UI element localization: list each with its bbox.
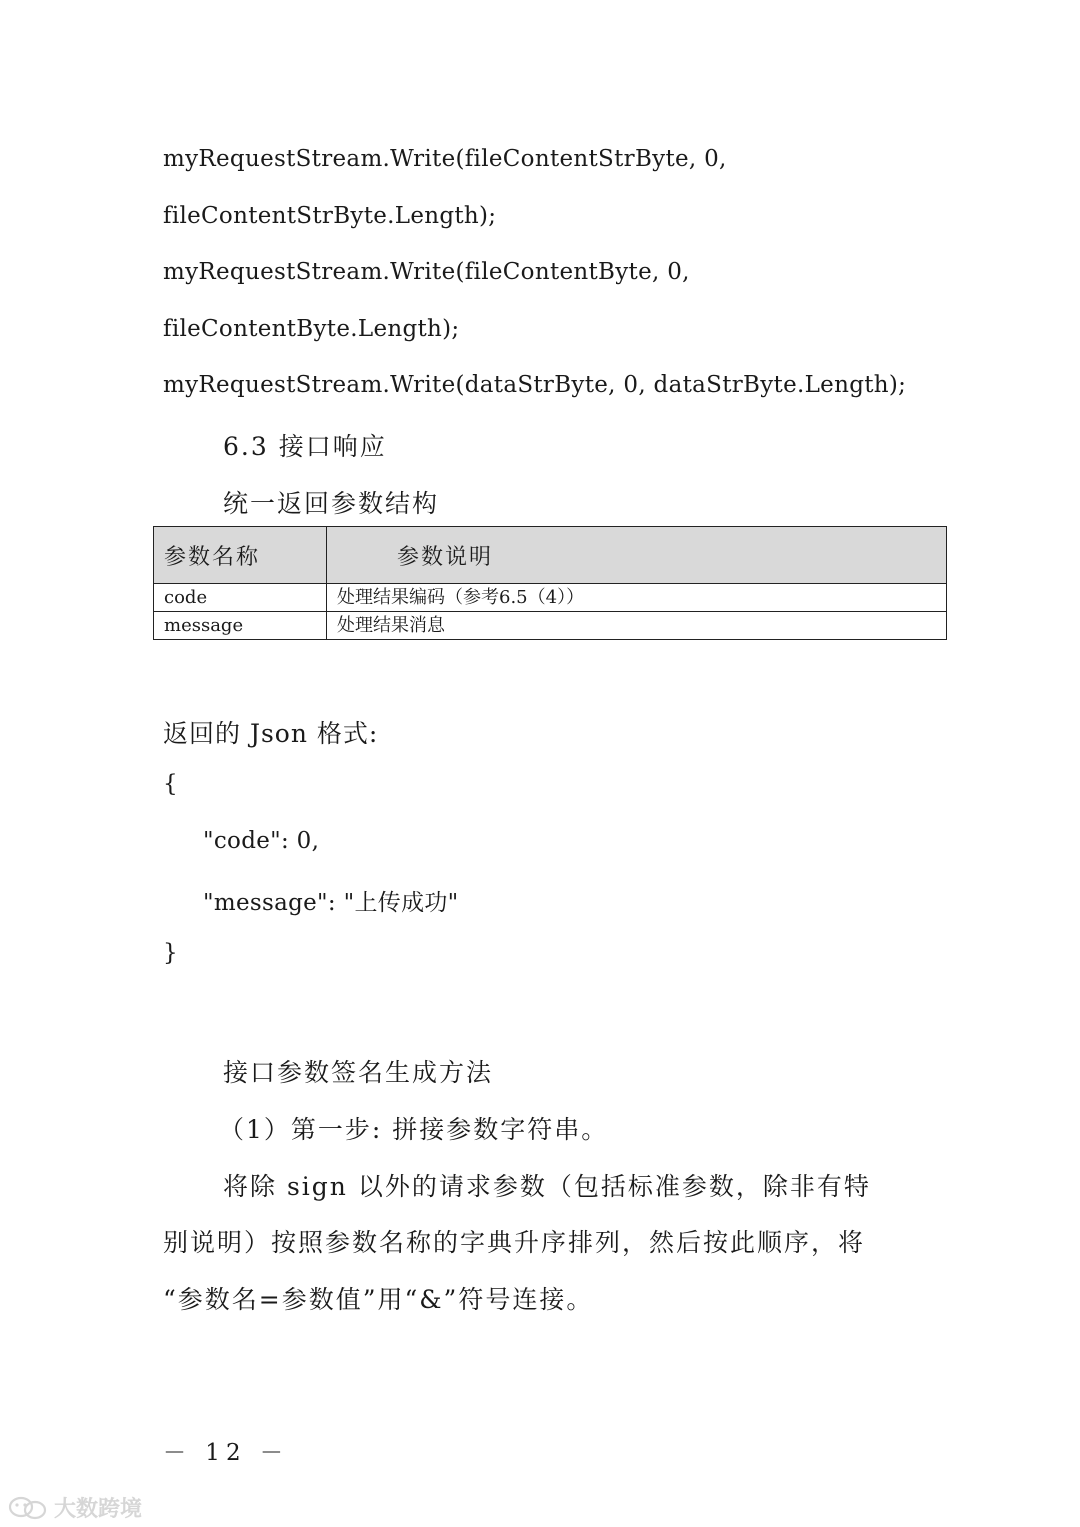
table-row (154, 612, 947, 640)
json-open-brace: { (163, 771, 178, 797)
param-desc-cell: 处理结果编码（参考6.5（4）） (327, 584, 947, 612)
param-desc-cell: 处理结果消息 (327, 612, 947, 640)
page-number: － 12 － (163, 1440, 289, 1466)
wechat-logo-icon (6, 1495, 50, 1521)
table-caption: 统一返回参数结构 (223, 489, 440, 518)
header-param-name: 参数名称 (154, 527, 327, 584)
step1-title: （1）第一步: 拼接参数字符串。 (219, 1115, 609, 1144)
signature-heading: 接口参数签名生成方法 (223, 1058, 494, 1087)
header-param-desc: 参数说明 (327, 527, 947, 584)
param-name-cell: message (154, 612, 327, 640)
code-line-3: myRequestStream.Write(fileContentByte, 0, (163, 259, 690, 285)
table-row (154, 584, 947, 612)
code-line-4: fileContentByte.Length); (163, 316, 460, 342)
params-table (153, 526, 947, 640)
json-intro: 返回的 Json 格式: (163, 719, 379, 748)
code-line-1: myRequestStream.Write(fileContentStrByte, 0, (163, 146, 727, 172)
json-message-line: "message": "上传成功" (203, 890, 459, 916)
step1-body-line-2: 别说明）按照参数名称的字典升序排列，然后按此顺序，将 (163, 1228, 866, 1257)
watermark-text: 大数跨境 (54, 1497, 143, 1522)
step1-body-line-1: 将除 sign 以外的请求参数（包括标准参数，除非有特 (223, 1172, 871, 1201)
param-name-cell: code (154, 584, 327, 612)
json-code-line: "code": 0, (203, 828, 320, 854)
code-line-2: fileContentStrByte.Length); (163, 203, 497, 229)
section-heading: 6.3 接口响应 (223, 432, 387, 461)
table-header-row (154, 527, 947, 584)
json-close-brace: } (163, 940, 178, 966)
watermark (6, 1492, 142, 1523)
step1-body-line-3: “参数名=参数值”用“&”符号连接。 (163, 1285, 594, 1314)
code-line-5: myRequestStream.Write(dataStrByte, 0, dataStrByte.Length); (163, 372, 907, 398)
